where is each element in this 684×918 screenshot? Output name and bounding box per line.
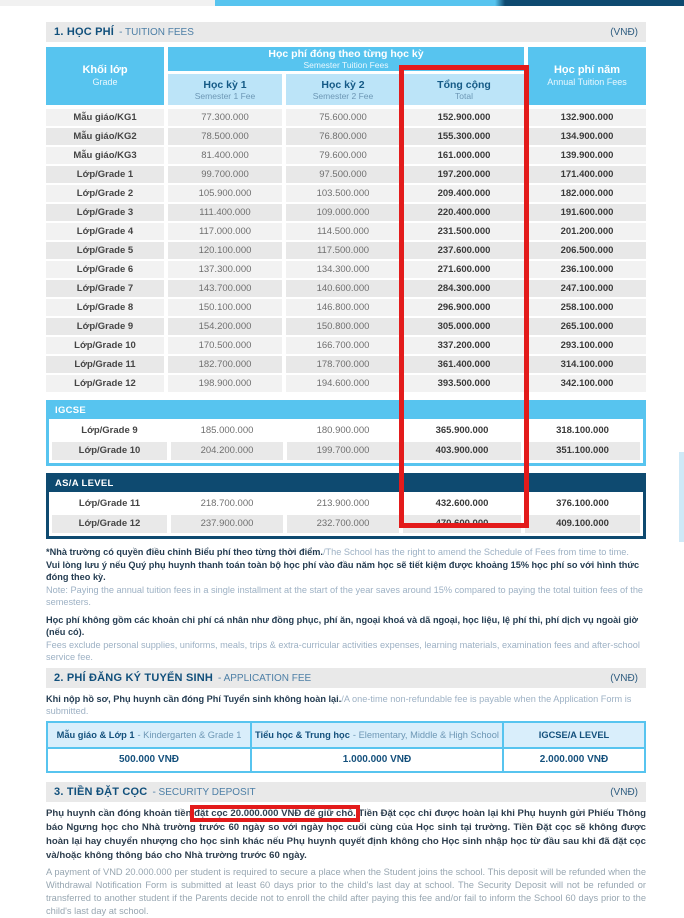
- sem2-cell: 199.700.000: [287, 442, 399, 460]
- table-row: [52, 442, 640, 460]
- annual-cell: 351.100.000: [525, 442, 640, 460]
- grade-column-header: [46, 47, 164, 105]
- annual-cell: 265.100.000: [528, 318, 646, 335]
- total-cell: 152.900.000: [404, 109, 524, 126]
- semester-group-header: [168, 47, 524, 71]
- sem1-cell: 237.900.000: [171, 515, 283, 533]
- section2-title-vi: 2. PHÍ ĐĂNG KÝ TUYỂN SINH: [54, 672, 214, 684]
- table-row: [46, 109, 646, 126]
- annual-cell: 376.100.000: [525, 495, 640, 513]
- footnote-amend: [46, 546, 646, 558]
- deposit-amount-highlight: [194, 808, 356, 819]
- appfee-header-igcse-title: IGCSE/A LEVEL: [538, 730, 610, 740]
- appfee-value-igcse: 2.000.000 VNĐ: [504, 749, 644, 771]
- annual-cell: 182.000.000: [528, 185, 646, 202]
- total-cell: 271.600.000: [404, 261, 524, 278]
- annual-cell: 247.100.000: [528, 280, 646, 297]
- annual-header-vi: Học phí năm: [553, 64, 620, 76]
- deposit-paragraph-vi: [46, 807, 646, 863]
- total-header-vi: Tổng cộng: [437, 78, 491, 91]
- total-header-en: Total: [455, 90, 473, 101]
- sem1-cell: 77.300.000: [168, 109, 282, 126]
- appfee-header-kg-title: Mẫu giáo & Lớp 1: [56, 730, 135, 740]
- grade-header-en: Grade: [92, 77, 118, 87]
- total-cell: 284.300.000: [404, 280, 524, 297]
- grade-cell: Lớp/Grade 10: [52, 442, 167, 460]
- igcse-rows: [49, 419, 643, 463]
- sem1-cell: 78.500.000: [168, 128, 282, 145]
- table-row: [46, 375, 646, 392]
- sem1-cell: 117.000.000: [168, 223, 282, 240]
- footnote-exclusions-en-text: Fees exclude personal supplies, uniforms, meals, trips & extra-curricular activities expenses, learning materials, examination fees and after-school service fee.: [46, 640, 640, 662]
- table-row: [46, 280, 646, 297]
- table-row: [46, 299, 646, 316]
- igcse-banner: IGCSE: [49, 403, 643, 419]
- application-fee-note-vi: Khi nộp hồ sơ, Phụ huynh cần đóng Phí Tuyển sinh không hoàn lại.: [46, 694, 342, 704]
- grade-cell: Lớp/Grade 9: [46, 318, 164, 335]
- table-row: [46, 204, 646, 221]
- page-edge-decoration: [679, 452, 684, 542]
- appfee-header-elem-title: Tiểu học & Trung học: [255, 730, 350, 740]
- section3-currency-label: (VNĐ): [610, 786, 638, 798]
- sem1-cell: 120.100.000: [168, 242, 282, 259]
- grade-cell: Mẫu giáo/KG2: [46, 128, 164, 145]
- application-fee-note-en: /A one-time non-refundable fee is payable when the Application Form is submitted.: [46, 694, 632, 716]
- sem2-cell: 146.800.000: [286, 299, 400, 316]
- deposit-vi-after: Tiền Đặt cọc chỉ được hoàn lại khi Phụ huynh gửi Phiếu Thông báo Ngưng học cho Nhà trường trước 60 ngày so với ngày học cuối cùng của Học sinh tại trường. Tiền Đặt cọc sẽ không được hoàn lại hay chuyển nhượng cho học sinh khác nếu Phụ huynh quyết định không cho Học sinh nhập học từ đầu sau khi đã đặt cọc và/hoặc không thông báo cho Nhà trường trước 60 ngày.: [46, 808, 646, 861]
- annual-column-header: [528, 47, 646, 105]
- total-cell: 155.300.000: [404, 128, 524, 145]
- grade-cell: Lớp/Grade 11: [46, 356, 164, 373]
- appfee-header-kg: [48, 723, 250, 747]
- sem2-cell: 232.700.000: [287, 515, 399, 533]
- grade-cell: Lớp/Grade 10: [46, 337, 164, 354]
- total-cell: 305.000.000: [404, 318, 524, 335]
- deposit-paragraph-en: A payment of VND 20.000.000 per student is required to secure a place when the Student joins the school. This deposit will be refunded when the Withdrawal Notification Form is submitted at least 60 days prior to the child's last day at school. The Security Deposit will not be refunded or transferred to another student if the Parents decide not to enroll the child after paying this fee and/or fail to inform the School 60 days prior to the child's last day at school.: [46, 867, 646, 916]
- grade-cell: Lớp/Grade 3: [46, 204, 164, 221]
- sem1-cell: 182.700.000: [168, 356, 282, 373]
- footnote-savings-en-text: Note: Paying the annual tuition fees in a single installment at the start of the year saves around 15% compared to paying the total tuition fees of the semesters.: [46, 585, 644, 607]
- semester-group-vi: Học phí đóng theo từng học kỳ: [268, 48, 424, 60]
- sem2-cell: 117.500.000: [286, 242, 400, 259]
- sem2-cell: 213.900.000: [287, 495, 399, 513]
- igcse-block: [46, 400, 646, 466]
- annual-cell: 314.100.000: [528, 356, 646, 373]
- grade-cell: Lớp/Grade 4: [46, 223, 164, 240]
- annual-cell: 132.900.000: [528, 109, 646, 126]
- table-row: [52, 495, 640, 513]
- sem2-cell: 103.500.000: [286, 185, 400, 202]
- sem2-cell: 150.800.000: [286, 318, 400, 335]
- appfee-value-kg: 500.000 VNĐ: [48, 749, 250, 771]
- sem1-cell: 218.700.000: [171, 495, 283, 513]
- semester1-header-en: Semester 1 Fee: [194, 90, 256, 101]
- sem1-cell: 111.400.000: [168, 204, 282, 221]
- table-row: [46, 166, 646, 183]
- sem2-cell: 109.000.000: [286, 204, 400, 221]
- total-cell: 432.600.000: [403, 495, 521, 513]
- appfee-header-elem-sub: - Elementary, Middle & High School: [352, 730, 499, 740]
- table-row: [46, 318, 646, 335]
- table-row: [46, 337, 646, 354]
- table-row: [46, 147, 646, 164]
- grade-header-vi: Khối lớp: [82, 64, 128, 76]
- grade-cell: Lớp/Grade 2: [46, 185, 164, 202]
- footnotes: [46, 546, 646, 663]
- sem2-cell: 97.500.000: [286, 166, 400, 183]
- deposit-amount-text: đặt cọc 20.000.000 VNĐ để giữ chỗ.: [194, 808, 356, 819]
- sem2-cell: 75.600.000: [286, 109, 400, 126]
- section3-title-en: - SECURITY DEPOSIT: [152, 786, 256, 798]
- sem1-cell: 154.200.000: [168, 318, 282, 335]
- grade-cell: Lớp/Grade 1: [46, 166, 164, 183]
- semester1-header-vi: Học kỳ 1: [203, 78, 247, 91]
- total-cell: 237.600.000: [404, 242, 524, 259]
- total-cell: 470.600.000: [403, 515, 521, 533]
- annual-cell: 409.100.000: [525, 515, 640, 533]
- grade-cell: Lớp/Grade 12: [52, 515, 167, 533]
- table-row: [46, 242, 646, 259]
- annual-cell: 318.100.000: [525, 422, 640, 440]
- sem2-cell: 178.700.000: [286, 356, 400, 373]
- grade-cell: Lớp/Grade 5: [46, 242, 164, 259]
- section1-currency-label: (VNĐ): [610, 26, 638, 38]
- annual-cell: 342.100.000: [528, 375, 646, 392]
- footnote-savings-vi-text: Vui lòng lưu ý nếu Quý phụ huynh thanh toán toàn bộ học phí vào đầu năm học sẽ tiết kiệm được khoảng 15% học phí so với hình thức đóng theo kỳ.: [46, 560, 640, 582]
- table-row: [52, 515, 640, 533]
- sem1-cell: 81.400.000: [168, 147, 282, 164]
- total-cell: 365.900.000: [403, 422, 521, 440]
- application-fee-table: [46, 721, 646, 773]
- sem1-cell: 137.300.000: [168, 261, 282, 278]
- sem1-cell: 143.700.000: [168, 280, 282, 297]
- sem1-cell: 198.900.000: [168, 375, 282, 392]
- tuition-table-header: [46, 47, 646, 105]
- footnote-savings-en: [46, 584, 646, 608]
- appfee-header-igcse: [504, 723, 644, 747]
- table-row: [46, 185, 646, 202]
- grade-cell: Lớp/Grade 11: [52, 495, 167, 513]
- section2-title-en: - APPLICATION FEE: [218, 672, 312, 684]
- annual-cell: 206.500.000: [528, 242, 646, 259]
- grade-cell: Mẫu giáo/KG1: [46, 109, 164, 126]
- total-header: [404, 74, 524, 105]
- table-row: [46, 128, 646, 145]
- grade-cell: Mẫu giáo/KG3: [46, 147, 164, 164]
- sem1-cell: 204.200.000: [171, 442, 283, 460]
- footnote-exclusions-vi-text: Học phí không gồm các khoản chi phí cá nhân như đồng phục, phí ăn, ngoại khoá và dã ngoại, học liệu, lệ phí thi, phí dịch vụ ngoài giờ (nếu có).: [46, 615, 639, 637]
- section2-header-bar: [46, 668, 646, 688]
- appfee-header-kg-sub: - Kindergarten & Grade 1: [137, 730, 242, 740]
- grade-cell: Lớp/Grade 9: [52, 422, 167, 440]
- annual-cell: 293.100.000: [528, 337, 646, 354]
- sem2-cell: 134.300.000: [286, 261, 400, 278]
- sem2-cell: 140.600.000: [286, 280, 400, 297]
- total-cell: 337.200.000: [404, 337, 524, 354]
- footnote-exclusions-en: [46, 639, 646, 663]
- aslevel-rows: [49, 492, 643, 536]
- section3-header-bar: [46, 782, 646, 802]
- sem1-cell: 185.000.000: [171, 422, 283, 440]
- table-row: [52, 422, 640, 440]
- semester2-header-vi: Học kỳ 2: [321, 78, 365, 91]
- annual-cell: 236.100.000: [528, 261, 646, 278]
- table-row: [46, 261, 646, 278]
- total-cell: 220.400.000: [404, 204, 524, 221]
- annual-cell: 171.400.000: [528, 166, 646, 183]
- annual-header-en: Annual Tuition Fees: [547, 77, 627, 87]
- semester-subheaders: [168, 74, 524, 105]
- sem2-cell: 194.600.000: [286, 375, 400, 392]
- sem1-cell: 105.900.000: [168, 185, 282, 202]
- sem2-cell: 76.800.000: [286, 128, 400, 145]
- grade-cell: Lớp/Grade 7: [46, 280, 164, 297]
- grade-cell: Lớp/Grade 6: [46, 261, 164, 278]
- sem2-cell: 79.600.000: [286, 147, 400, 164]
- total-cell: 231.500.000: [404, 223, 524, 240]
- annual-cell: 134.900.000: [528, 128, 646, 145]
- sem2-cell: 180.900.000: [287, 422, 399, 440]
- aslevel-banner: AS/A LEVEL: [49, 476, 643, 492]
- total-cell: 161.000.000: [404, 147, 524, 164]
- semester-group-column: [168, 47, 524, 105]
- total-cell: 403.900.000: [403, 442, 521, 460]
- application-fee-note: [46, 693, 646, 717]
- semester-group-en: Semester Tuition Fees: [303, 60, 389, 70]
- semester2-header: [286, 74, 400, 105]
- appfee-header-elem: [252, 723, 502, 747]
- annual-cell: 201.200.000: [528, 223, 646, 240]
- sem1-cell: 150.100.000: [168, 299, 282, 316]
- total-cell: 361.400.000: [404, 356, 524, 373]
- table-row: [46, 356, 646, 373]
- semester2-header-en: Semester 2 Fee: [312, 90, 374, 101]
- fee-schedule-document: [0, 6, 684, 918]
- total-cell: 393.500.000: [404, 375, 524, 392]
- grade-cell: Lớp/Grade 12: [46, 375, 164, 392]
- grade-cell: Lớp/Grade 8: [46, 299, 164, 316]
- section1-title-en: - TUITION FEES: [119, 26, 194, 38]
- section1-title-vi: 1. HỌC PHÍ: [54, 26, 115, 38]
- appfee-value-elem: 1.000.000 VNĐ: [252, 749, 502, 771]
- total-cell: 296.900.000: [404, 299, 524, 316]
- footnote-exclusions-vi: [46, 614, 646, 638]
- footnote-amend-en: /The School has the right to amend the Schedule of Fees from time to time.: [322, 547, 629, 557]
- annual-cell: 258.100.000: [528, 299, 646, 316]
- aslevel-block: [46, 473, 646, 539]
- total-cell: 209.400.000: [404, 185, 524, 202]
- sem2-cell: 166.700.000: [286, 337, 400, 354]
- table-row: [46, 223, 646, 240]
- annual-cell: 191.600.000: [528, 204, 646, 221]
- semester1-header: [168, 74, 282, 105]
- sem2-cell: 114.500.000: [286, 223, 400, 240]
- footnote-savings-vi: [46, 559, 646, 583]
- total-cell: 197.200.000: [404, 166, 524, 183]
- section3-title-vi: 3. TIỀN ĐẶT CỌC: [54, 786, 148, 798]
- section2-currency-label: (VNĐ): [610, 672, 638, 684]
- sem1-cell: 99.700.000: [168, 166, 282, 183]
- footnote-amend-vi: *Nhà trường có quyền điều chỉnh Biểu phí theo từng thời điểm.: [46, 547, 323, 557]
- section1-header-bar: [46, 22, 646, 42]
- tuition-table-body: [46, 109, 646, 392]
- sem1-cell: 170.500.000: [168, 337, 282, 354]
- deposit-vi-before: Phụ huynh cần đóng khoản tiền: [46, 808, 195, 819]
- annual-cell: 139.900.000: [528, 147, 646, 164]
